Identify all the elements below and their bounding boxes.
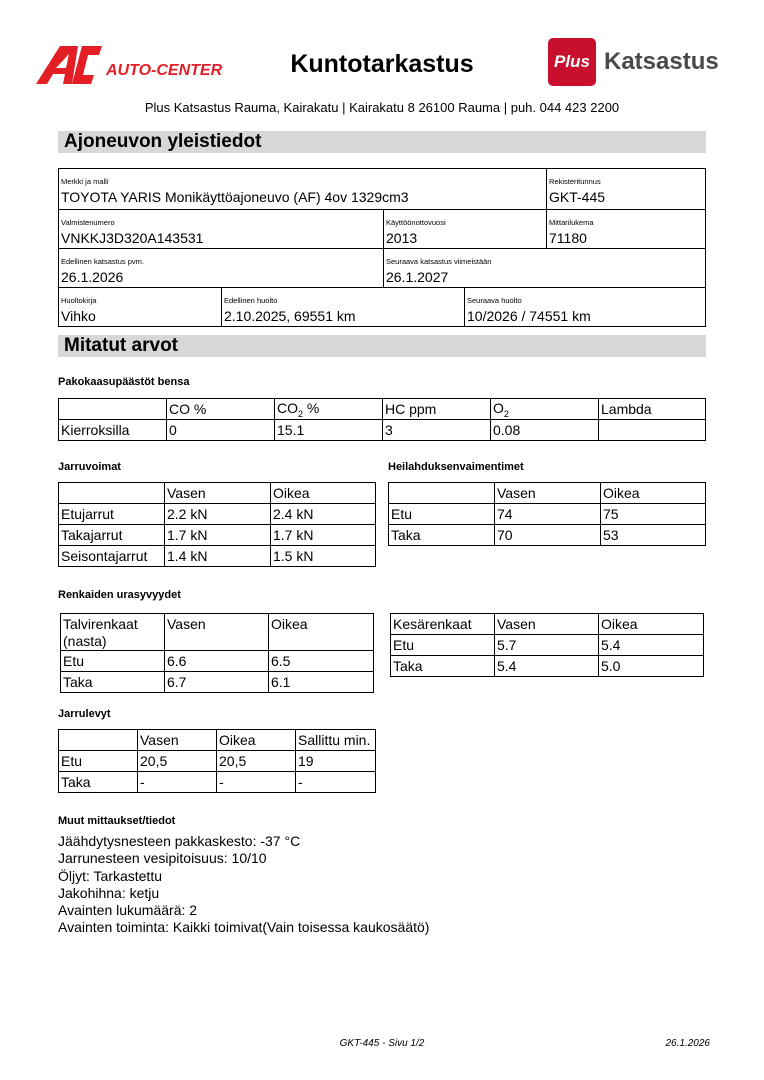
registration-label: Rekisteritunnus [549,177,601,186]
brakes-header-empty [59,483,165,504]
emissions-header-row [59,399,706,420]
brake-front-left: 2.2 kN [165,504,271,525]
table-row [59,546,376,567]
co2-header-subscript: 2 [298,408,304,419]
summer-tires-header-left: Vasen [495,614,599,635]
summer-tires-header: Kesärenkaat [391,614,495,635]
shock-rear-label: Taka [389,525,495,546]
other-measurements [58,813,429,936]
vin-value: VNKKJ3D320A143531 [61,230,204,246]
shocks-header-right: Oikea [601,483,706,504]
brakes-header-row [59,483,376,504]
note-brake-fluid: Jarrunesteen vesipitoisuus: 10/10 [58,850,267,867]
katsastus-wordmark: Katsastus [604,48,719,75]
brake-parking-label: Seisontajarrut [59,546,165,567]
disc-rear-right: - [217,772,296,793]
tires-title: Renkaiden urasyvyydet [58,589,181,601]
summer-front-label: Etu [391,635,495,656]
plus-katsastus-logo [548,38,728,88]
document-title: Kuntotarkastus [290,50,474,78]
disc-rear-label: Taka [59,772,138,793]
brake-front-right: 2.4 kN [271,504,376,525]
emissions-header-lambda: Lambda [599,399,706,420]
last-inspection-value: 26.1.2026 [61,269,124,285]
brake-rear-left: 1.7 kN [165,525,271,546]
shock-front-left: 74 [495,504,601,525]
emissions-co2-value: 15.1 [275,420,383,441]
footer-date: 26.1.2026 [665,1038,710,1049]
co2-header-unit: % [303,399,320,416]
winter-tires-header-right: Oikea [269,614,374,651]
brake-rear-label: Takajarrut [59,525,165,546]
brake-parking-left: 1.4 kN [165,546,271,567]
table-row [59,525,376,546]
contact-line: Plus Katsastus Rauma, Kairakatu | Kairakatu 8 26100 Rauma | puh. 044 423 2200 [144,100,620,115]
next-inspection-label: Seuraava katsastus viimeistään [386,257,492,266]
next-inspection-value: 26.1.2027 [386,269,449,285]
section-measured-title: Mitatut arvot [58,335,706,357]
note-oils: Öljyt: Tarkastettu [58,867,163,884]
emissions-row [59,420,706,441]
shocks-header-row [389,483,706,504]
year-value: 2013 [386,230,418,246]
emissions-header-empty [59,399,167,420]
winter-front-right: 6.5 [269,651,374,672]
emissions-row-label: Kierroksilla [59,420,167,441]
emissions-hc-value: 3 [383,420,491,441]
odometer-value: 71180 [549,230,587,246]
discs-title: Jarrulevyt [58,708,111,720]
summer-front-left: 5.7 [495,635,599,656]
shock-front-right: 75 [601,504,706,525]
table-row [391,656,704,677]
co2-header-base: CO [277,399,298,416]
plus-badge: Plus [548,38,596,86]
summer-tires-header-row [391,614,704,635]
odometer-label: Mittarilukema [549,218,594,227]
emissions-header-o2 [491,399,599,420]
disc-front-label: Etu [59,751,138,772]
summer-rear-label: Taka [391,656,495,677]
last-inspection-label: Edellinen katsastus pvm. [61,257,144,266]
vin-label: Valmistenumero [61,218,115,227]
summer-tires-header-right: Oikea [599,614,704,635]
note-key-function: Avainten toiminta: Kaikki toimivat(Vain toisessa kaukosäätö) [58,919,430,936]
registration-value: GKT-445 [549,189,606,205]
auto-center-logo-text: AUTO-CENTER [106,62,223,79]
vehicle-info-grid [58,168,706,327]
year-cell [383,210,546,248]
service-book-label: Huoltokirja [61,296,97,305]
table-row [61,672,374,693]
winter-rear-label: Taka [61,672,165,693]
table-row [389,525,706,546]
note-timing-belt: Jakohihna: ketju [58,884,160,901]
winter-rear-right: 6.1 [269,672,374,693]
emissions-header-co2 [275,399,383,420]
service-book-value: Vihko [61,308,96,324]
discs-header-min: Sallittu min. [296,730,376,751]
table-row [59,504,376,525]
discs-header-row [59,730,376,751]
last-inspection-cell [59,249,383,287]
disc-front-min: 19 [296,751,376,772]
winter-tires-header-left: Vasen [165,614,269,651]
emissions-header-co: CO % [167,399,275,420]
table-row [59,751,376,772]
emissions-header-hc: HC ppm [383,399,491,420]
table-row [391,635,704,656]
vin-cell [59,210,383,248]
table-row [61,651,374,672]
emissions-lambda-value [599,420,706,441]
winter-front-left: 6.6 [165,651,269,672]
brake-front-label: Etujarrut [59,504,165,525]
winter-rear-left: 6.7 [165,672,269,693]
summer-rear-left: 5.4 [495,656,599,677]
brakes-table [58,482,376,567]
section-vehicle-info-title: Ajoneuvon yleistiedot [58,131,706,153]
emissions-o2-value: 0.08 [491,420,599,441]
emissions-title: Pakokaasupäästöt bensa [58,376,190,388]
last-service-value: 2.10.2025, 69551 km [224,308,356,324]
shocks-title: Heilahduksenvaimentimet [388,461,524,473]
o2-header-base: O [493,399,504,416]
next-service-cell [464,288,705,326]
brakes-header-left: Vasen [165,483,271,504]
shock-rear-right: 53 [601,525,706,546]
odometer-cell [546,210,705,248]
discs-table [58,729,376,793]
shock-front-label: Etu [389,504,495,525]
service-book-cell [59,288,221,326]
brake-parking-right: 1.5 kN [271,546,376,567]
registration-cell [546,169,705,209]
disc-front-left: 20,5 [138,751,217,772]
last-service-cell [221,288,464,326]
shocks-header-empty [389,483,495,504]
summer-tires-table [390,613,704,677]
table-row [389,504,706,525]
make-model-label: Merkki ja malli [61,177,109,186]
note-key-count: Avainten lukumäärä: 2 [58,902,198,919]
summer-rear-right: 5.0 [599,656,704,677]
winter-tires-header: Talvirenkaat (nasta) [61,614,165,651]
other-title: Muut mittaukset/tiedot [58,815,176,827]
emissions-co-value: 0 [167,420,275,441]
discs-header-right: Oikea [217,730,296,751]
disc-rear-min: - [296,772,376,793]
discs-header-empty [59,730,138,751]
next-inspection-cell [383,249,705,287]
winter-front-label: Etu [61,651,165,672]
last-service-label: Edellinen huolto [224,296,278,305]
footer-page: GKT-445 - Sivu 1/2 [339,1038,425,1049]
summer-front-right: 5.4 [599,635,704,656]
brake-rear-right: 1.7 kN [271,525,376,546]
winter-tires-header-row [61,614,374,651]
disc-front-right: 20,5 [217,751,296,772]
winter-tires-table [60,613,374,693]
brakes-title: Jarruvoimat [58,461,121,473]
discs-header-left: Vasen [138,730,217,751]
o2-header-subscript: 2 [503,408,509,419]
year-label: Käyttöönottovuosi [386,218,446,227]
next-service-label: Seuraava huolto [467,296,522,305]
next-service-value: 10/2026 / 74551 km [467,308,591,324]
shock-rear-left: 70 [495,525,601,546]
table-row [59,772,376,793]
shocks-header-left: Vasen [495,483,601,504]
note-coolant: Jäähdytysnesteen pakkaskesto: -37 °C [58,833,301,850]
shocks-table [388,482,706,546]
make-model-cell [59,169,546,209]
emissions-table [58,398,706,441]
make-model-value: TOYOTA YARIS Monikäyttöajoneuvo (AF) 4ov 1329cm3 [61,189,409,205]
disc-rear-left: - [138,772,217,793]
brakes-header-right: Oikea [271,483,376,504]
